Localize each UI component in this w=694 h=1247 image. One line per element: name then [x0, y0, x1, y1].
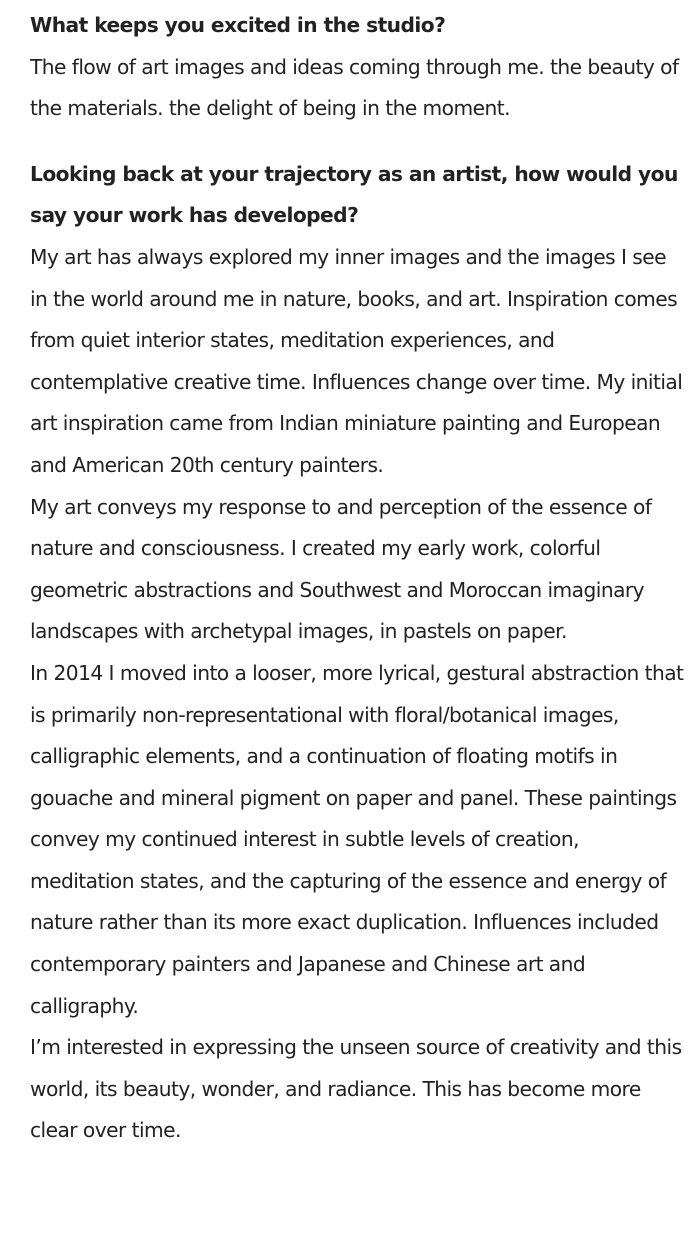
interview-article — [30, 5, 685, 1176]
question-heading: Looking back at your trajectory as an artist, how would you say your work has developed? — [30, 161, 678, 228]
qa-studio-excitement — [30, 5, 685, 130]
answer-paragraph: I’m interested in expressing the unseen source of creativity and this world, its beauty, wonder, and radiance. This has become more clear over time. — [30, 1035, 682, 1143]
qa-work-development — [30, 154, 685, 1152]
answer-body — [30, 237, 685, 1152]
answer-paragraph: The flow of art images and ideas coming through me. the beauty of the materials. the delight of being in the moment. — [30, 54, 679, 121]
answer-paragraph: My art has always explored my inner images and the images I see in the world around me in nature, books, and art. Inspiration comes from quiet interior states, meditation experiences, and contemplative creative time. Influences change over time. My initial art inspiration came from Indian miniature painting and European and American 20th century painters. — [30, 244, 683, 477]
answer-paragraph: In 2014 I moved into a looser, more lyrical, gestural abstraction that is primarily non-representational with floral/botanical images, calligraphic elements, and a continuation of floating motifs in gouache and mineral pigment on paper and panel. These paintings convey my continued interest in subtle levels of creation, meditation states, and the capturing of the essence and energy of nature rather than its more exact duplication. Influences included contemporary painters and Japanese and Chinese art and calligraphy. — [30, 660, 684, 1018]
answer-paragraph: My art conveys my response to and perception of the essence of nature and consciousness. I created my early work, colorful geometric abstractions and Southwest and Moroccan imaginary landscapes with archetypal images, in pastels on paper. — [30, 494, 652, 644]
answer-body — [30, 47, 685, 130]
question-heading: What keeps you excited in the studio? — [30, 13, 446, 37]
